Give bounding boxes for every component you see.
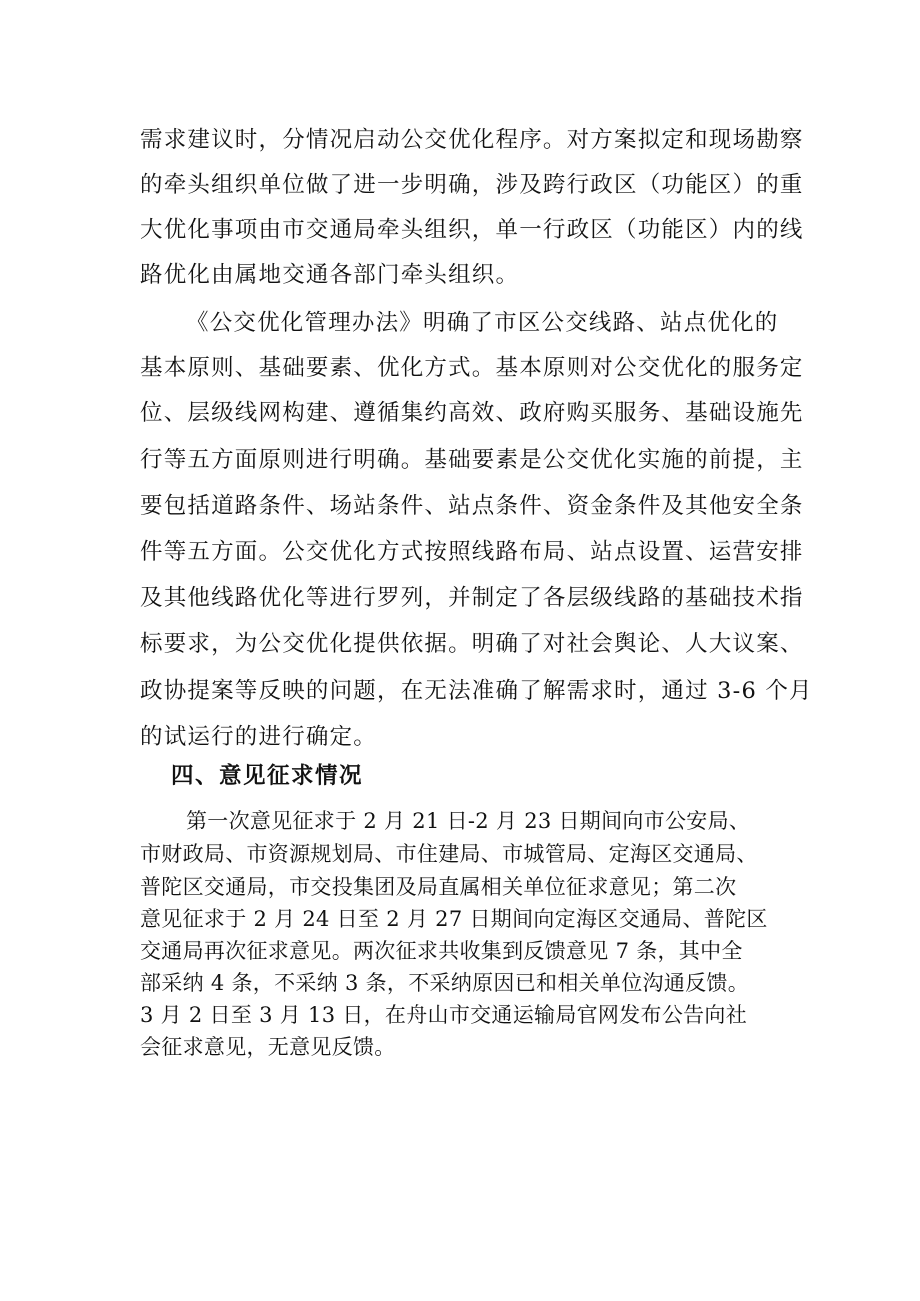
- paragraph-line: 第一次意见征求于 2 月 21 日-2 月 23 日期间向市公安局、: [186, 809, 751, 833]
- section-heading: 四、意见征求情况: [171, 763, 364, 789]
- paragraph-line: 交通局再次征求意见。两次征求共收集到反馈意见 7 条，其中全: [140, 939, 743, 963]
- paragraph-line: 会征求意见，无意见反馈。: [140, 1035, 396, 1059]
- paragraph-line: 需求建议时，分情况启动公交优化程序。对方案拟定和现场勘察: [140, 127, 804, 153]
- paragraph-line: 基本原则、基础要素、优化方式。基本原则对公交优化的服务定: [140, 355, 804, 381]
- paragraph-line: 部采纳 4 条，不采纳 3 条，不采纳原因已和相关单位沟通反馈。: [140, 971, 750, 995]
- paragraph-line: 《公交优化管理办法》明确了市区公交线路、站点优化的: [186, 310, 779, 336]
- paragraph-line: 意见征求于 2 月 24 日至 2 月 27 日期间向定海区交通局、普陀区: [140, 907, 768, 931]
- paragraph-line: 政协提案等反映的问题，在无法准确了解需求时，通过 3-6 个月: [140, 678, 813, 704]
- paragraph-line: 位、层级线网构建、遵循集约高效、政府购买服务、基础设施先: [140, 400, 804, 426]
- paragraph-line: 及其他线路优化等进行罗列，并制定了各层级线路的基础技术指: [140, 585, 804, 611]
- paragraph-line: 的试运行的进行确定。: [140, 724, 378, 750]
- paragraph-line: 路优化由属地交通各部门牵头组织。: [140, 262, 520, 288]
- paragraph-line: 要包括道路条件、场站条件、站点条件、资金条件及其他安全条: [140, 493, 804, 519]
- paragraph-line: 行等五方面原则进行明确。基础要素是公交优化实施的前提，主: [140, 447, 804, 473]
- paragraph-line: 标要求，为公交优化提供依据。明确了对社会舆论、人大议案、: [140, 631, 804, 657]
- paragraph-line: 3 月 2 日至 3 月 13 日，在舟山市交通运输局官网发布公告向社: [140, 1003, 748, 1027]
- paragraph-line: 市财政局、市资源规划局、市住建局、市城管局、定海区交通局、: [140, 842, 758, 866]
- paragraph-line: 件等五方面。公交优化方式按照线路布局、站点设置、运营安排: [140, 539, 804, 565]
- paragraph-line: 普陀区交通局，市交投集团及局直属相关单位征求意见；第二次: [140, 875, 737, 899]
- paragraph-line: 的牵头组织单位做了进一步明确，涉及跨行政区（功能区）的重: [140, 172, 804, 198]
- paragraph-line: 大优化事项由市交通局牵头组织，单一行政区（功能区）内的线: [140, 217, 804, 243]
